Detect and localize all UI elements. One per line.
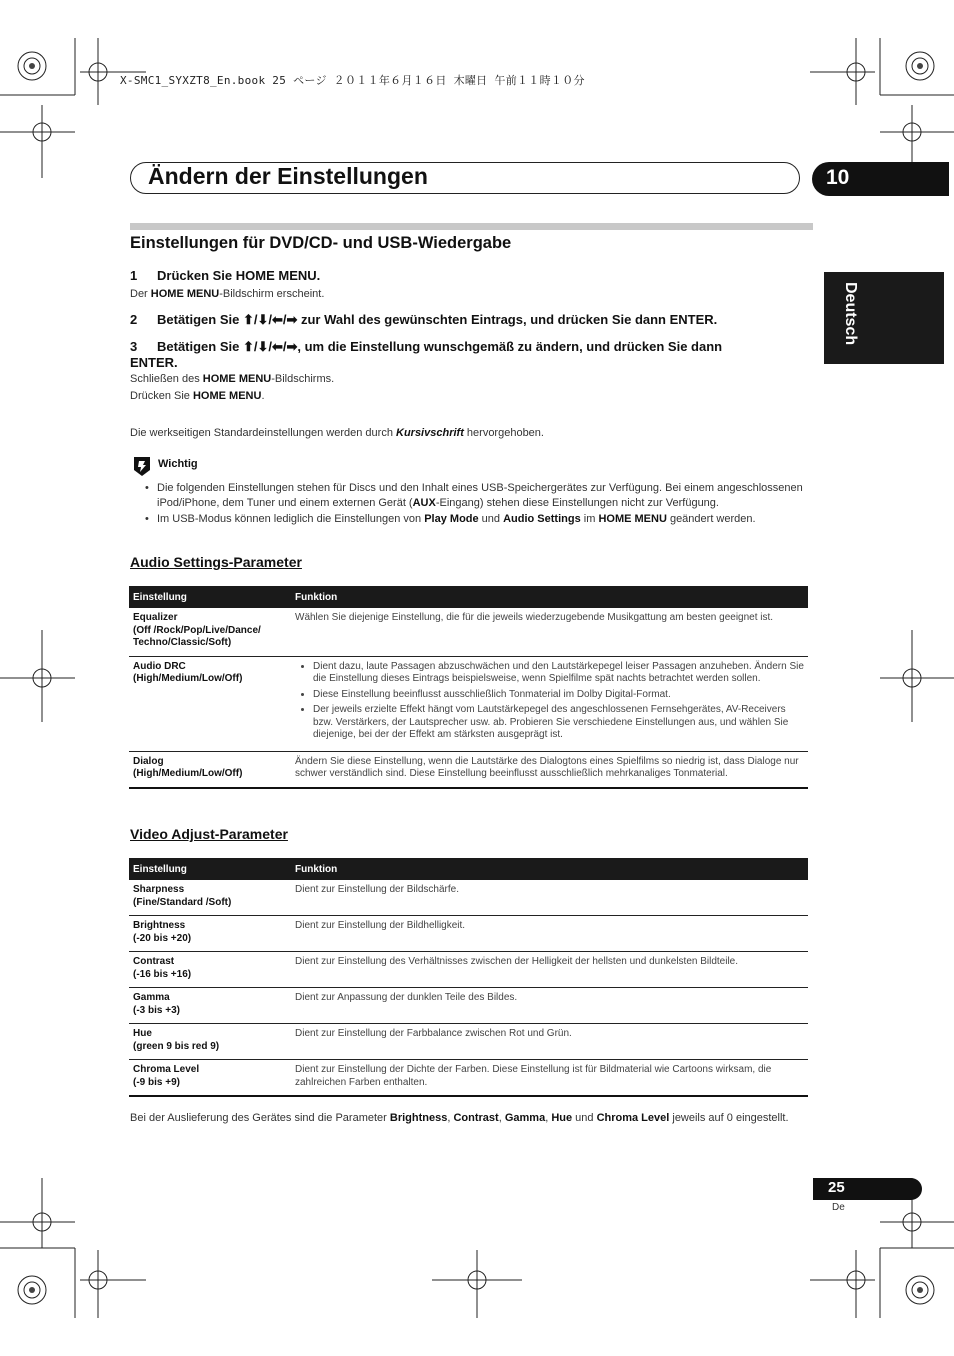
- section-title: Einstellungen für DVD/CD- und USB-Wiedergabe: [130, 234, 512, 252]
- table-row: [129, 608, 808, 656]
- table-row: [129, 1060, 808, 1097]
- table-row: [129, 751, 808, 788]
- footer-note-f: Gamma: [504, 1112, 546, 1124]
- function-cell: Dient zur Einstellung der Bildschärfe.: [291, 880, 808, 916]
- setting-range: (Fine/Standard /Soft): [133, 896, 232, 908]
- video-col-function: Funktion: [291, 858, 808, 880]
- setting-name: Audio DRC: [133, 660, 186, 672]
- video-adjust-table: [129, 858, 808, 1097]
- defaults-note-italic: Kursivschrift: [396, 427, 464, 439]
- setting-name: Contrast: [133, 956, 175, 967]
- footer-note-b: Brightness: [389, 1112, 448, 1124]
- setting-cell: [129, 988, 291, 1024]
- chapter-title: Ändern der Einstellungen: [148, 163, 428, 189]
- page-language-code: De: [832, 1202, 845, 1213]
- footer-note-c: ,: [447, 1112, 454, 1124]
- important-note-icon: [131, 455, 153, 477]
- footer-note-g: ,: [545, 1112, 552, 1124]
- setting-range: (High/Medium/Low/Off): [133, 768, 243, 779]
- setting-range: (-20 bis +20): [133, 932, 192, 944]
- important-note-label: Wichtig: [158, 458, 198, 470]
- footer-note-h: Hue: [551, 1112, 573, 1124]
- step-3-note-2-post: .: [261, 390, 265, 402]
- function-cell: Dient zur Anpassung der dunklen Teile des Bildes.: [291, 988, 808, 1024]
- table-row: [129, 656, 808, 751]
- table-row: [129, 880, 808, 916]
- setting-name: Dialog: [133, 755, 164, 767]
- step-3-text-line2: ENTER.: [130, 355, 178, 370]
- function-cell: Dient zur Einstellung der Farbbalance zwischen Rot und Grün.: [291, 1024, 808, 1060]
- function-bullet: • Diese Einstellung beeinflusst ausschließlich Tonmaterial im Dolby Digital-Format.: [313, 689, 804, 702]
- important-bullet-2-f: HOME MENU: [598, 513, 667, 525]
- page-number: 25: [828, 1179, 845, 1196]
- function-bullets: [295, 661, 804, 742]
- language-side-tab-label: Deutsch: [842, 282, 859, 346]
- audio-settings-table: [129, 586, 808, 789]
- step-1-note-pre: Der: [130, 288, 151, 300]
- setting-cell: [129, 751, 291, 788]
- setting-range: (High/Medium/Low/Off): [133, 673, 243, 684]
- step-3: [130, 339, 722, 355]
- setting-cell: [129, 1024, 291, 1060]
- setting-range: (-16 bis +16): [133, 968, 192, 980]
- defaults-note: [130, 427, 544, 439]
- function-bullet: • Dient dazu, laute Passagen abzuschwächen und den Lautstärkepegel leiser Passagen anzuheben. Ändern Sie die Einstellung dieses Eintrags beispielsweise, wenn Spielfilme spät nachts betrachtet werden sollen.: [313, 661, 804, 686]
- setting-name: Hue: [133, 1028, 152, 1039]
- video-col-setting: Einstellung: [129, 858, 291, 880]
- table-row: [129, 1024, 808, 1060]
- setting-cell: [129, 608, 291, 656]
- audio-table-title: Audio Settings-Parameter: [130, 554, 302, 570]
- step-1-note: [130, 288, 324, 300]
- footer-note-k: jeweils auf 0 eingestellt.: [669, 1112, 789, 1124]
- function-cell: Dient zur Einstellung der Bildhelligkeit.: [291, 916, 808, 952]
- audio-table-header: [129, 586, 808, 608]
- step-3-text-line1: Betätigen Sie ⬆/⬇/⬅/➡, um die Einstellung wunschgemäß zu ändern, und drücken Sie dann: [157, 339, 723, 354]
- table-row: [129, 952, 808, 988]
- footer-note: [130, 1111, 810, 1125]
- footer-note-d: Contrast: [453, 1112, 499, 1124]
- important-bullet-2-b: Play Mode: [424, 513, 479, 525]
- step-3-note-1-post: -Bildschirms.: [271, 373, 335, 385]
- audio-col-function: Funktion: [291, 586, 808, 608]
- function-cell: Dient zur Einstellung des Verhältnisses zwischen der Helligkeit der hellsten und dunkelsten Bildteile.: [291, 952, 808, 988]
- setting-cell: [129, 916, 291, 952]
- footer-note-j: Chroma Level: [596, 1112, 670, 1124]
- important-bullet-1-post: -Eingang) stehen diese Einstellungen nicht zur Verfügung.: [435, 496, 719, 509]
- function-cell: Wählen Sie diejenige Einstellung, die für die jeweils wiederzugebende Musikgattung am besten geeignet ist.: [291, 608, 808, 656]
- function-cell: Dient zur Einstellung der Dichte der Farben. Diese Einstellung ist für Bildmaterial wie Cartoons wirksam, die zahlreichen Farben enthalten.: [291, 1060, 808, 1097]
- step-3-note-2-bold: HOME MENU: [192, 390, 262, 402]
- video-table-header: [129, 858, 808, 880]
- important-bullet-2-c: und: [478, 513, 504, 525]
- step-3-note-1-pre: Schließen des: [130, 373, 203, 385]
- setting-name: Brightness: [133, 920, 186, 931]
- footer-note-i: und: [572, 1112, 597, 1124]
- footer-note-e: ,: [498, 1112, 505, 1124]
- important-bullet-1: [145, 481, 815, 510]
- important-bullet-2-g: geändert werden.: [666, 513, 756, 525]
- function-cell: Ändern Sie diese Einstellung, wenn die Lautstärke des Dialogtons eines Spielfilms so niedrig ist, dass Dialoge nur schwer verständlich sind. Diese Einstellung beeinflusst ausschließlich mehrkanaliges Tonmaterial.: [291, 751, 808, 788]
- setting-cell: [129, 880, 291, 916]
- step-3-number: 3: [130, 339, 138, 354]
- setting-name: Chroma Level: [133, 1064, 200, 1075]
- setting-range: (Off /Rock/Pop/Live/Dance/ Techno/Classic/Soft): [133, 624, 261, 648]
- important-bullet-2-e: im: [580, 513, 599, 525]
- function-cell: [291, 656, 808, 751]
- table-row: [129, 988, 808, 1024]
- step-1-note-post: -Bildschirm erscheint.: [219, 288, 325, 300]
- footer-note-a: Bei der Auslieferung des Gerätes sind die Parameter: [130, 1112, 390, 1124]
- setting-name: Sharpness: [133, 884, 185, 895]
- step-1-note-bold: HOME MENU: [150, 288, 220, 300]
- important-bullet-2: [145, 512, 815, 527]
- setting-cell: [129, 952, 291, 988]
- chapter-number: 10: [826, 166, 850, 189]
- important-bullet-1-bold: AUX: [412, 496, 436, 509]
- step-3-note-1: [130, 373, 334, 385]
- step-3-note-2-pre: Drücken Sie: [130, 390, 193, 402]
- function-bullet: • Der jeweils erzielte Effekt hängt vom Lautstärkepegel des angeschlossenen Fernsehgerätes, AV-Receivers bzw. Verstärkers, der Lautsprecher usw. ab. Probieren Sie verschiedene Einstellungen aus, und wählen Sie diejenige, bei der der Effekt am stärksten ausgeprägt ist.: [313, 704, 804, 742]
- step-2: [130, 312, 717, 328]
- important-bullet-2-a: Im USB-Modus können lediglich die Einstellungen von: [157, 513, 425, 525]
- section-divider: [130, 223, 813, 230]
- step-1: [130, 268, 320, 283]
- setting-range: (green 9 bis red 9): [133, 1040, 220, 1052]
- step-3-note-2: [130, 390, 265, 402]
- setting-name: Equalizer: [133, 612, 178, 623]
- setting-cell: [129, 1060, 291, 1097]
- important-bullet-2-d: Audio Settings: [503, 513, 581, 525]
- step-3-note-1-bold: HOME MENU: [202, 373, 272, 385]
- table-row: [129, 916, 808, 952]
- step-1-number: 1: [130, 268, 138, 283]
- step-2-text: Betätigen Sie ⬆/⬇/⬅/➡ zur Wahl des gewünschten Eintrags, und drücken Sie dann ENTER.: [157, 312, 718, 327]
- defaults-note-post: hervorgehoben.: [463, 427, 544, 439]
- step-2-number: 2: [130, 312, 138, 327]
- audio-col-setting: Einstellung: [129, 586, 291, 608]
- setting-range: (-3 bis +3): [133, 1004, 180, 1016]
- important-bullet-1-pre: Die folgenden Einstellungen stehen für Discs und den Inhalt eines USB-Speichergerätes zur Verfügung. Bei einem angeschlossenen iPod/iPhone, dem Tuner und einem externen Gerät (: [157, 482, 803, 509]
- defaults-note-pre: Die werkseitigen Standardeinstellungen werden durch: [130, 427, 396, 439]
- setting-name: Gamma: [133, 992, 170, 1003]
- setting-cell: [129, 656, 291, 751]
- setting-range: (-9 bis +9): [133, 1076, 180, 1088]
- print-header-line: X-SMC1_SYXZT8_En.book 25 ページ ２０１１年６月１６日 木曜日 午前１１時１０分: [120, 74, 585, 87]
- important-bullets: [145, 481, 815, 527]
- video-table-title: Video Adjust-Parameter: [130, 826, 288, 842]
- step-1-text: Drücken Sie HOME MENU.: [157, 268, 321, 283]
